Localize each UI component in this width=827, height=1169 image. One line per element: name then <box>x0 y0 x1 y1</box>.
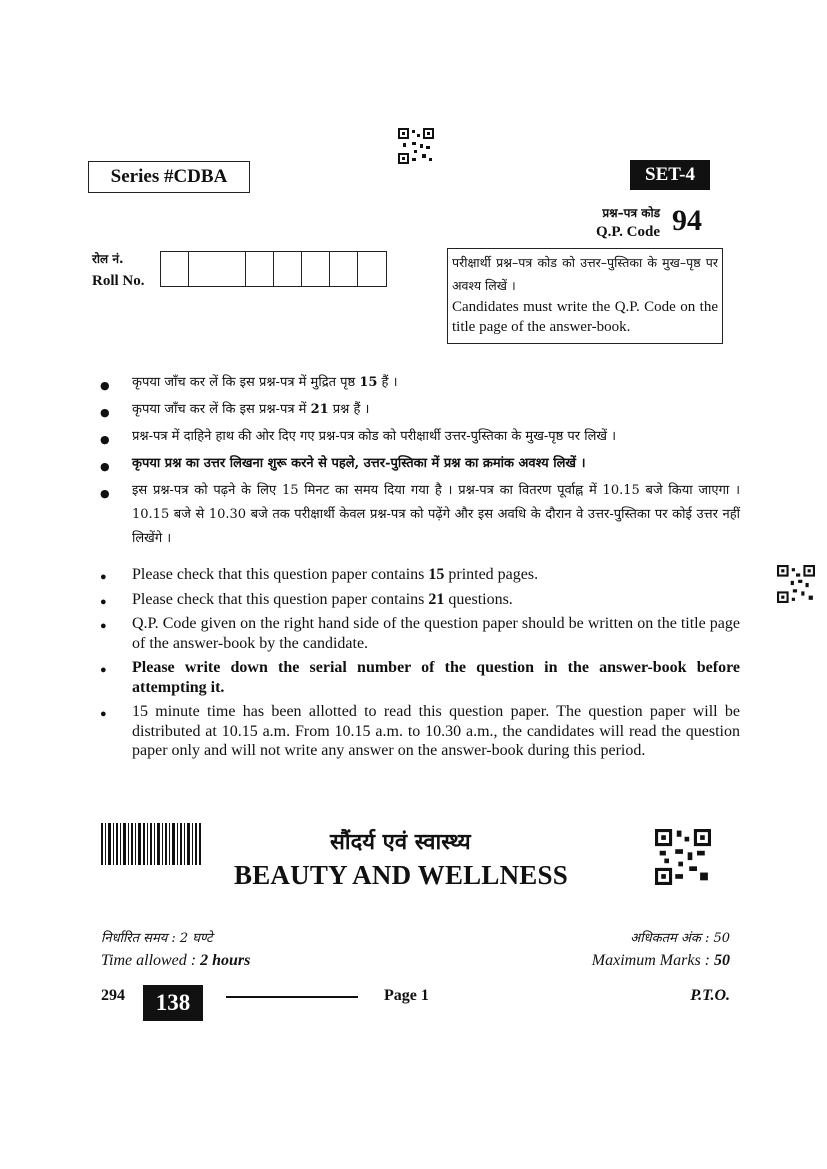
max-marks-hindi: अधिकतम अंक : 50 <box>630 931 730 946</box>
footer-rule <box>226 996 358 998</box>
instruction-item: ● कृपया प्रश्न का उत्तर लिखना शुरू करने से पहले, उत्तर-पुस्तिका में प्रश्न का क्रमांक अवश्य लिखें । <box>100 452 740 476</box>
time-allowed-hindi: निर्धारित समय : 2 घण्टे <box>101 931 213 946</box>
qr-code-side <box>777 565 815 603</box>
instruction-item: ● कृपया जाँच कर लें कि इस प्रश्न-पत्र में 21 प्रश्न हैं । <box>100 398 740 422</box>
time-allowed-english: Time allowed : 2 hours <box>101 952 251 969</box>
qr-code-title <box>655 829 711 885</box>
instruction-item: ● प्रश्न-पत्र में दाहिने हाथ की ओर दिए गए प्रश्न-पत्र कोड को परीक्षार्थी उत्तर-पुस्तिका के मुख-पृष्ठ पर लिखें । <box>100 425 740 449</box>
instructions-hindi <box>100 371 740 554</box>
roll-cell[interactable] <box>274 252 302 286</box>
qp-code-label-en: Q.P. Code <box>595 224 660 240</box>
roll-number-label <box>92 248 145 292</box>
qp-code-label <box>560 204 660 242</box>
page-number: Page 1 <box>384 987 429 1004</box>
qp-code-note <box>447 248 723 344</box>
roll-number-grid[interactable] <box>160 251 387 287</box>
subject-title-english: BEAUTY AND WELLNESS <box>234 860 568 890</box>
series-label: Series #CDBA <box>88 161 250 193</box>
instruction-item: ● Please check that this question paper contains 15 printed pages. <box>100 565 740 585</box>
pto-label: P.T.O. <box>690 987 730 1004</box>
instruction-item: ● Please write down the serial number of the question in the answer-book before attempting it. <box>100 658 740 697</box>
paper-code: 294 <box>101 987 125 1004</box>
roll-cell[interactable] <box>302 252 330 286</box>
qp-code-value: 94 <box>672 204 702 237</box>
instruction-item: ● Q.P. Code given on the right hand side of the question paper should be written on the title page of the answer-book by the candidate. <box>100 614 740 653</box>
roll-cell[interactable] <box>358 252 386 286</box>
instruction-item: ● कृपया जाँच कर लें कि इस प्रश्न-पत्र में मुद्रित पृष्ठ 15 हैं । <box>100 371 740 395</box>
roll-cell[interactable] <box>189 252 246 286</box>
qp-code-label-hi: प्रश्न–पत्र कोड <box>602 206 660 220</box>
roll-cell[interactable] <box>246 252 274 286</box>
roll-cell[interactable] <box>161 252 189 286</box>
footer-badge: 138 <box>143 985 203 1021</box>
roll-label-hi: रोल नं. <box>92 252 124 266</box>
set-badge: SET-4 <box>630 160 710 190</box>
subject-title-hindi: सौंदर्य एवं स्वास्थ्य <box>330 829 471 855</box>
instruction-item: ● Please check that this question paper contains 21 questions. <box>100 590 740 610</box>
instruction-item: ● इस प्रश्न-पत्र को पढ़ने के लिए 15 मिनट का समय दिया गया है । प्रश्न-पत्र का वितरण पूर्वाह्न में 10.15 बजे किया जाएगा । 10.15 बजे से 10.30 बजे तक परीक्षार्थी केवल प्रश्न-पत्र को पढ़ेंगे और इस अवधि के दौरान वे उत्तर-पुस्तिका पर कोई उत्तर नहीं लिखेंगे । <box>100 479 740 551</box>
instruction-item: ● 15 minute time has been allotted to read this question paper. The question paper will be distributed at 10.15 a.m. From 10.15 a.m. to 10.30 a.m., the candidates will read the question paper only and will not write any answer on the answer-book during this period. <box>100 702 740 761</box>
note-hi: परीक्षार्थी प्रश्न–पत्र कोड को उत्तर–पुस्तिका के मुख–पृष्ठ पर अवश्य लिखें । <box>452 255 718 293</box>
instructions-english <box>100 565 740 766</box>
qr-code-top <box>398 128 434 164</box>
barcode <box>101 823 201 865</box>
roll-cell[interactable] <box>330 252 358 286</box>
max-marks-english: Maximum Marks : 50 <box>591 952 730 969</box>
note-en: Candidates must write the Q.P. Code on the title page of the answer-book. <box>452 299 718 335</box>
roll-label-en: Roll No. <box>92 273 145 289</box>
